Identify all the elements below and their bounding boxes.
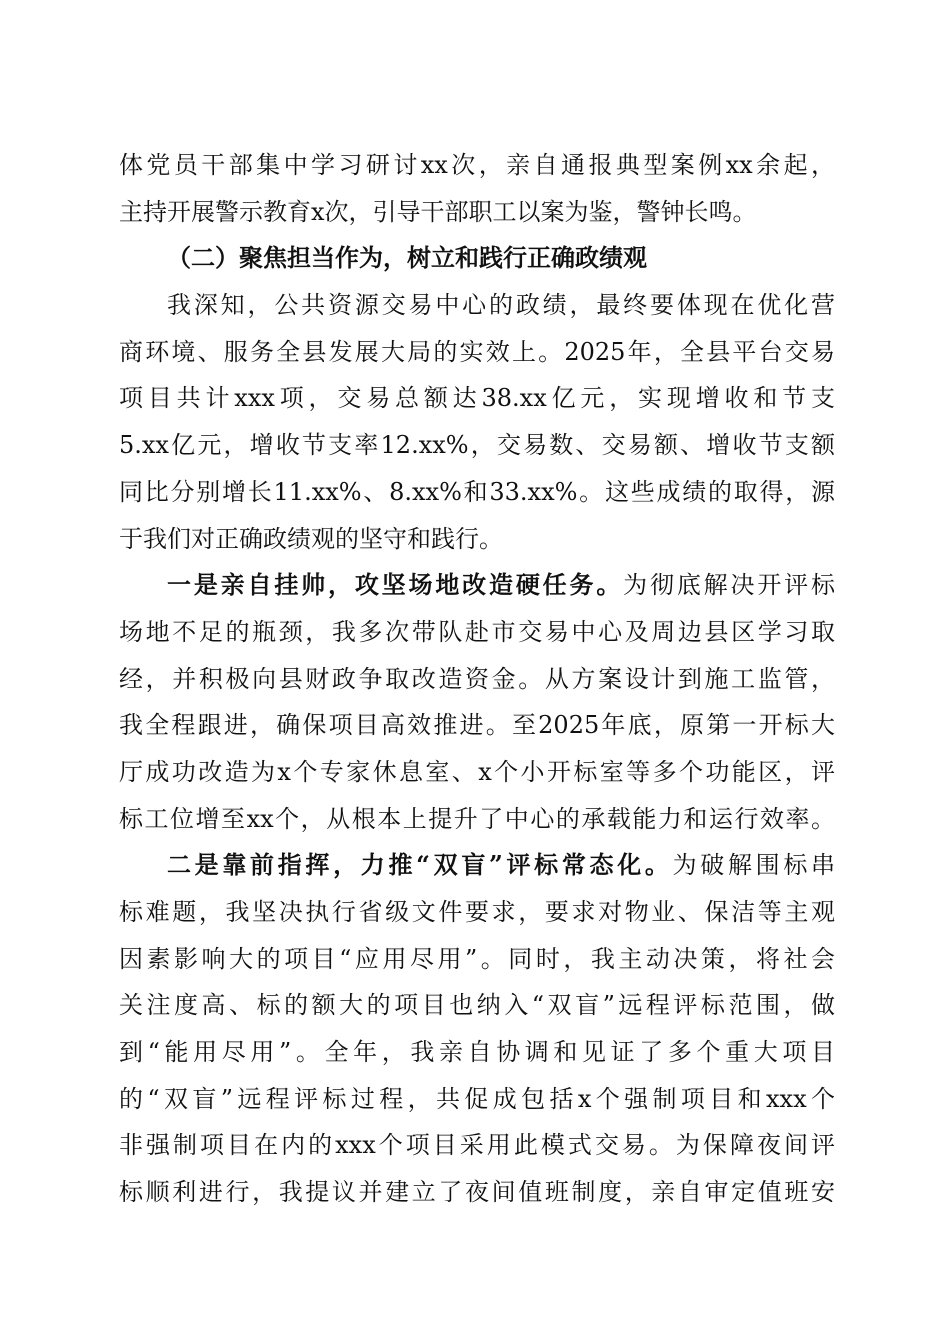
body-text-line: 于我们对正确政绩观的坚守和践行。 <box>119 524 503 553</box>
body-text-line: 同比分别增长11.xx%、8.xx%和33.xx%。这些成绩的取得，源 <box>119 477 835 506</box>
paragraph-first-line <box>119 842 835 889</box>
paragraph-first-line: 我深知，公共资源交易中心的政绩，最终要体现在优化营 <box>167 291 835 320</box>
body-text-line: 5.xx亿元，增收节支率12.xx%，交易数、交易额、增收节支额 <box>119 431 835 460</box>
body-text-line: 非强制项目在内的xxx个项目采用此模式交易。为保障夜间评 <box>119 1131 835 1160</box>
body-text-line: 因素影响大的项目“应用尽用”。同时，我主动决策，将社会 <box>119 944 835 973</box>
paragraph-lead-phrase: 一是亲自挂帅，攻坚场地改造硬任务。 <box>167 570 624 600</box>
body-text-line: 关注度高、标的额大的项目也纳入“双盲”远程评标范围，做 <box>119 991 835 1020</box>
body-text-line: 项目共计xxx项，交易总额达38.xx亿元，实现增收和节支 <box>119 384 835 413</box>
paragraph-text: 为破解围标串 <box>672 851 836 880</box>
body-text-line: 我全程跟进，确保项目高效推进。至2025年底，原第一开标大 <box>119 711 835 740</box>
body-text-line: 标难题，我坚决执行省级文件要求，要求对物业、保洁等主观 <box>119 898 835 926</box>
section-heading: （二）聚焦担当作为，树立和践行正确政绩观 <box>167 243 647 273</box>
body-text-line: 标工位增至xx个，从根本上提升了中心的承载能力和运行效率。 <box>119 804 835 833</box>
body-text-line: 厅成功改造为x个专家休息室、x个小开标室等多个功能区，评 <box>119 757 835 786</box>
body-text-line: 标顺利进行，我提议并建立了夜间值班制度，亲自审定值班安 <box>119 1178 835 1207</box>
paragraph-lead-phrase: 二是靠前指挥，力推“双盲”评标常态化。 <box>167 850 673 880</box>
body-text-line: 经，并积极向县财政争取改造资金。从方案设计到施工监管， <box>119 664 835 693</box>
body-text-line: 主持开展警示教育x次，引导干部职工以案为鉴，警钟长鸣。 <box>119 197 757 226</box>
paragraph-text: 为彻底解决开评标 <box>623 571 836 600</box>
body-text-line: 到“能用尽用”。全年，我亲自协调和见证了多个重大项目 <box>119 1038 835 1067</box>
body-text-line: 场地不足的瓶颈，我多次带队赴市交易中心及周边县区学习取 <box>119 617 835 646</box>
body-text-line: 体党员干部集中学习研讨xx次，亲自通报典型案例xx余起， <box>119 151 835 179</box>
paragraph-first-line <box>119 562 835 609</box>
document-page <box>119 142 835 1216</box>
body-text-line: 的“双盲”远程评标过程，共促成包括x个强制项目和xxx个 <box>119 1084 835 1113</box>
body-text-line: 商环境、服务全县发展大局的实效上。2025年，全县平台交易 <box>119 337 835 366</box>
